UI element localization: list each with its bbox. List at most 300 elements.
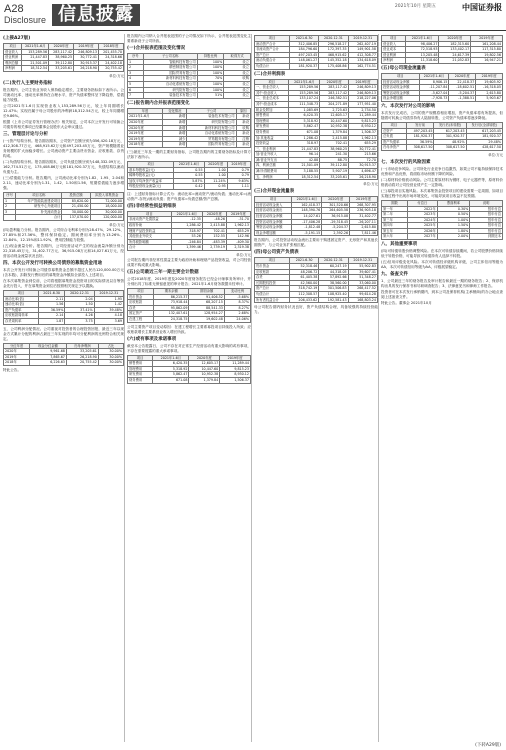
- table-cell: 412,308.77: [348, 52, 377, 58]
- table-header-cell: 子公司: [187, 108, 236, 114]
- table-header-cell: 2021.6.30: [289, 258, 318, 264]
- table-cell: 装备技术有限公司: [143, 93, 197, 99]
- table-cell: 资产总计: [255, 52, 290, 58]
- table-cell: 贸易服务有限公司: [187, 136, 236, 142]
- table-cell: 第六年: [382, 234, 408, 240]
- table-row: [255, 58, 378, 64]
- table-header-cell: 2020.12.31: [65, 290, 94, 296]
- table-row: [255, 297, 378, 303]
- table-cell: 61,405.38: [289, 275, 318, 281]
- table-cell: 合计: [128, 245, 172, 251]
- table-header-cell: 2020年度: [449, 73, 476, 79]
- table-cell: 24,617.39: [439, 52, 471, 58]
- table-cell: 现金净增加额: [382, 96, 420, 102]
- table-cell: 5,903.67: [476, 96, 503, 102]
- table-cell: 20,755.42: [66, 360, 98, 366]
- table-header-cell: 项目: [382, 122, 407, 128]
- table-row: [128, 93, 251, 99]
- table-cell: 收购: [236, 125, 250, 131]
- table-cell: 财务费用: [255, 129, 289, 135]
- table-cell: 301,520.66: [322, 202, 350, 208]
- table-cell: 加:其他收益: [255, 135, 289, 141]
- table-cell: 年产智能装备建设项目: [16, 198, 62, 204]
- table-cell: 11.24%: [204, 178, 227, 184]
- table-cell: 655.29: [226, 228, 250, 234]
- table-cell: 30,915.37: [349, 163, 378, 169]
- table-cell: 301,506.83: [319, 286, 348, 292]
- table-cell: 30,000.00: [90, 209, 123, 215]
- table-cell: 2.68%: [224, 311, 250, 317]
- table-cell: 98,406.27: [405, 41, 439, 47]
- table-row: [382, 96, 503, 102]
- data-table: [3, 290, 124, 325]
- table-cell: 5,862.47: [153, 372, 189, 378]
- table-cell: 研发费用: [255, 124, 289, 130]
- table-header-cell: 项目: [255, 36, 290, 42]
- table-cell: 117,315.80: [471, 47, 503, 53]
- table-cell: 312,406.85: [289, 41, 318, 47]
- table-cell: 617,203.45: [434, 128, 466, 134]
- table-row: [255, 174, 378, 180]
- table-cell: 净利润: [4, 66, 22, 72]
- table-header-cell: 2019年度: [220, 355, 251, 361]
- table-cell: -5.68%: [224, 294, 250, 300]
- table-cell: 181,920.37: [289, 63, 318, 69]
- table-header-cell: 期数: [382, 200, 408, 206]
- table-header-cell: 2020年度: [49, 44, 74, 50]
- continued-note: (下转A29版): [475, 743, 501, 748]
- table-cell: 148,390.76: [292, 208, 322, 214]
- table-cell: 18,312.54: [22, 66, 49, 72]
- table-cell: 36.59%: [406, 139, 434, 145]
- column-4: [381, 34, 503, 742]
- table-cell: 2.11: [38, 296, 64, 302]
- table-cell: 149,901.58: [348, 47, 377, 53]
- data-table: [127, 288, 251, 323]
- table-cell: 162,774.51: [348, 63, 377, 69]
- table-cell: 经营活动现金净额: [255, 214, 292, 220]
- table-cell: 19,605.92: [476, 79, 503, 85]
- table-cell: 按年付息: [470, 212, 503, 218]
- table-cell: -5,627.04: [419, 90, 449, 96]
- table-cell: 39,112.80: [49, 60, 74, 66]
- table-row: [382, 234, 503, 240]
- table-header-cell: 项目: [4, 290, 39, 296]
- table-cell: 70%: [197, 76, 224, 82]
- table-cell: 总资产: [382, 128, 407, 134]
- table-cell: 政府补助: [128, 223, 172, 229]
- table-cell: 181,920.37: [466, 134, 502, 140]
- table-header-cell: 2020年度: [322, 197, 350, 203]
- table-cell: 1: [128, 59, 144, 65]
- table-cell: 133,402.17: [439, 47, 471, 53]
- table-cell: 85,620.00: [62, 198, 90, 204]
- data-table: [127, 108, 251, 148]
- table-cell: 5,862.47: [289, 124, 320, 130]
- table-cell: 第五年: [382, 228, 408, 234]
- table-cell: 新设: [236, 131, 250, 137]
- table-cell: 1.11: [227, 184, 250, 190]
- paragraph: (一)资产结构分析。报告期各期末，公司资产总额分别为356,420.18万元、412,308.77万元、468,915.62万元和497,203.45万元，资产规模随着业务规模的扩大而稳步增长。公司流动资产主要由货币资金、应收账款、存货构成。: [3, 138, 124, 158]
- table-cell: 21,052.83: [439, 58, 471, 64]
- table-cell: 新材料科技有限公司: [143, 76, 197, 82]
- paragraph: 特此公告。董事会 2021年10月: [381, 301, 432, 306]
- table-cell: 31,402.77: [350, 214, 378, 220]
- table-cell: 2019年度: [128, 136, 163, 142]
- table-cell: 100%: [197, 87, 224, 93]
- table-cell: 39,607.41: [348, 269, 377, 275]
- table-header-cell: 取得方式: [224, 54, 251, 60]
- table-row: [382, 58, 503, 64]
- table-cell: 10,447.60: [320, 118, 349, 124]
- table-cell: -12.35: [171, 217, 202, 223]
- table-row: [128, 245, 251, 251]
- table-cell: 设立: [224, 59, 251, 65]
- table-cell: 研发中心升级项目: [16, 204, 62, 210]
- table-cell: 销售费用: [128, 361, 153, 367]
- table-cell: 0.50%: [437, 212, 470, 218]
- table-cell: -7,928.73: [419, 96, 449, 102]
- table-cell: 51%: [197, 93, 224, 99]
- paragraph: (五)信用评级变化风险。本次可转债经评级机构评级，公司主体信用等级为AA，本次可转债信用等级为AA，评级展望稳定。: [381, 260, 503, 270]
- table-cell: 468,915.62: [319, 52, 348, 58]
- table-header-cell: 子公司名称: [143, 54, 197, 60]
- table-cell: 五、净利润: [255, 174, 289, 180]
- data-table: [3, 43, 124, 72]
- table-cell: 148,061.27: [289, 58, 318, 64]
- table-cell: 设立: [224, 81, 251, 87]
- table-cell: 货币资金: [128, 294, 154, 300]
- table-row: [128, 184, 251, 190]
- table-cell: 9.63%: [227, 178, 250, 184]
- table-cell: 流动比率(倍): [4, 296, 39, 302]
- table-cell: 8,906.15: [419, 79, 449, 85]
- table-cell: 38,560.00: [319, 280, 348, 286]
- paragraph: 报告期内，公司主营业务收入保持稳定增长，主要财务指标如下表所示。公司流动比率、速动比率保持在合理水平，资产负债率整体呈下降趋势，偿债能力较强。: [3, 87, 124, 102]
- table-header-cell: 2019年度: [226, 211, 250, 217]
- table-cell: 其中:营业成本: [255, 101, 289, 107]
- table-cell: 30,772.41: [349, 146, 378, 152]
- table-cell: 21,501.09: [289, 163, 320, 169]
- table-header-cell: 项目名称: [16, 192, 62, 198]
- table-cell: 283,117.42: [49, 49, 74, 55]
- table-cell: 6,420.35: [153, 361, 189, 367]
- table-cell: -483.39: [202, 239, 226, 245]
- table-cell: 184,796.60: [289, 47, 318, 53]
- paragraph: (三)募投项目实施风险。本次募集资金投资项目的建设需要一定周期，如项目实施过程中出现市场环境变化，可能导致项目收益不及预期。: [381, 188, 503, 198]
- table-cell: 24,318.75: [154, 317, 189, 323]
- section-heading: (二)合并利润表: [254, 71, 286, 77]
- paragraph: (四)盈利能力分析。报告期内，公司综合毛利率分别为28.47%、29.12%、27.85%和27.36%，整体保持稳定。期间费用率分别为13.26%、12.84%、12.15%和11.92%，费用控制能力较强。: [3, 227, 124, 242]
- table-cell: 497,203.45: [406, 128, 434, 134]
- table-cell: 21,501.09: [22, 60, 49, 66]
- table-row: [255, 41, 378, 47]
- table-cell: 归母净资产: [382, 145, 407, 151]
- table-cell: 145,352.18: [319, 58, 348, 64]
- table-cell: 702.41: [320, 141, 349, 147]
- table-cell: 134,618.09: [348, 58, 377, 64]
- table-cell: 1,379.84: [189, 377, 220, 383]
- table-cell: 26,218.90: [74, 66, 99, 72]
- table-cell: 其中:营业收入: [255, 90, 289, 96]
- table-cell: 30,000.00: [62, 209, 90, 215]
- table-cell: 318,742.19: [289, 286, 318, 292]
- table-row: [255, 101, 378, 107]
- table-cell: 39,112.80: [320, 163, 349, 169]
- data-table: [3, 192, 124, 221]
- table-cell: 应收账款周转率: [4, 313, 39, 319]
- table-cell: 3,188.55: [289, 169, 320, 175]
- table-cell: 新增: [163, 125, 187, 131]
- table-cell: 2,415.88: [320, 135, 349, 141]
- table-header-row: [382, 73, 503, 79]
- table-cell: 2.00%: [437, 234, 470, 240]
- table-cell: 10,952.38: [189, 372, 220, 378]
- table-header-cell: 2019年度: [476, 73, 503, 79]
- paragraph: 特此公告。: [3, 367, 21, 372]
- table-cell: 1.00: [204, 173, 227, 179]
- table-cell: 12,605.17: [320, 113, 349, 119]
- table-cell: 108,925.40: [319, 291, 348, 297]
- table-cell: 24,402.18: [99, 60, 124, 66]
- table-cell: 投资收益: [255, 141, 289, 147]
- table-cell: 研究院有限公司: [187, 119, 236, 125]
- table-cell: 36.59%: [38, 307, 64, 313]
- table-cell: 16,947.21: [471, 58, 503, 64]
- table-cell: 1.50: [65, 302, 94, 308]
- table-cell: 现金净增加额: [255, 230, 292, 236]
- table-cell: 国际贸易有限公司: [143, 70, 197, 76]
- table-cell: 8.37%: [224, 300, 250, 306]
- table-cell: 在建工程: [128, 317, 154, 323]
- table-cell: 注销: [236, 136, 250, 142]
- table-cell: 53.26: [171, 234, 202, 240]
- section-heading: (三)合并现金流量表: [254, 189, 295, 195]
- table-cell: 215.66: [349, 152, 378, 158]
- section-heading: (上接A27版): [3, 36, 31, 41]
- table-cell: 21,450.00: [62, 204, 90, 210]
- table-cell: 新增: [163, 119, 187, 125]
- table-header-cell: 2021年1-6月: [405, 36, 439, 42]
- table-cell: 91,406.52: [189, 294, 224, 300]
- table-cell: 装备技术有限公司: [187, 114, 236, 120]
- table-cell: 1,962.13: [349, 135, 378, 141]
- section-heading: 三、管理层讨论与分析: [3, 131, 48, 137]
- table-cell: 经营活动现金流出: [255, 208, 292, 214]
- table-cell: 10,447.60: [189, 366, 220, 372]
- table-row: [4, 66, 124, 72]
- table-cell: -31.70: [226, 217, 250, 223]
- table-cell: 2,615.80: [476, 90, 503, 96]
- table-cell: 204,271.89: [320, 101, 349, 107]
- table-row: [255, 47, 378, 53]
- table-cell: 6,420.35: [289, 113, 320, 119]
- table-cell: 财务费用: [128, 377, 153, 383]
- table-cell: 3: [4, 209, 16, 215]
- table-cell: 57,892.66: [319, 275, 348, 281]
- table-cell: 128,954.27: [189, 311, 224, 317]
- table-cell: 0.30%: [437, 206, 470, 212]
- table-cell: 新设: [236, 114, 250, 120]
- table-cell: 合计: [16, 215, 62, 221]
- table-cell: 111,348.73: [289, 101, 320, 107]
- table-cell: 100%: [197, 70, 224, 76]
- table-row: [255, 230, 378, 236]
- table-cell: 96.14: [289, 152, 320, 158]
- table-cell: 39.48%: [94, 307, 123, 313]
- data-table: [254, 35, 378, 70]
- table-cell: 按年付息: [470, 228, 503, 234]
- table-cell: 26,218.90: [66, 354, 98, 360]
- table-cell: 0.42: [174, 184, 204, 190]
- section-heading: (二)报告期内合并报表范围变化: [127, 100, 190, 106]
- table-cell: 1,286.42: [289, 135, 320, 141]
- data-table: [3, 343, 124, 366]
- table-cell: 236,905.18: [350, 208, 378, 214]
- table-header-cell: 项目: [382, 36, 406, 42]
- table-cell: 1,286.42: [171, 223, 202, 229]
- table-cell: 资产负债率: [382, 139, 407, 145]
- table-cell: 201,455.70: [99, 49, 124, 55]
- table-cell: 新增: [163, 142, 187, 148]
- data-table: [381, 200, 503, 240]
- table-cell: 0.79: [227, 167, 250, 173]
- table-cell: 19,802.56: [471, 52, 503, 58]
- table-cell: 营业利润: [4, 55, 22, 61]
- table-header-cell: 2021.6.30: [289, 36, 318, 42]
- table-cell: 308,617.50: [434, 145, 466, 151]
- table-cell: 投资活动现金净额: [382, 85, 420, 91]
- table-cell: 162,418.37: [292, 202, 322, 208]
- section-heading: 八、其他重要事项: [381, 242, 417, 248]
- table-cell: 246,382.51: [320, 96, 349, 102]
- table-header-cell: 发行后(未转股): [434, 122, 466, 128]
- unit-note: 单位:万元: [488, 152, 503, 157]
- table-cell: 88,541.33: [189, 305, 224, 311]
- table-cell: 296,518.27: [319, 41, 348, 47]
- table-cell: 2026年: [408, 228, 438, 234]
- table-cell: 投资活动现金净额: [255, 219, 292, 225]
- table-cell: 1.95: [94, 296, 123, 302]
- table-cell: 设立: [224, 93, 251, 99]
- table-cell: 所得税影响额: [128, 239, 172, 245]
- table-cell: 新增: [163, 131, 187, 137]
- table-cell: -5,191.15: [292, 230, 322, 236]
- table-cell: 负债合计: [255, 291, 290, 297]
- table-cell: 2,725.63: [320, 107, 349, 113]
- table-cell: 按年付息: [470, 217, 503, 223]
- table-cell: 88.75: [320, 157, 349, 163]
- table-cell: 9,815.23: [220, 366, 251, 372]
- table-cell: 42.88: [289, 157, 320, 163]
- table-header-cell: 投资总额: [62, 192, 90, 198]
- table-cell: 142.96: [226, 234, 250, 240]
- table-header-cell: 项目: [4, 44, 22, 50]
- table-cell: 资产负债率: [4, 307, 39, 313]
- data-table: [127, 355, 251, 384]
- data-table: [381, 73, 503, 102]
- table-cell: 自动化系统有限公司: [187, 131, 236, 137]
- table-cell: 筹资活动现金净额: [382, 90, 420, 96]
- paragraph: 投资者可在本次发行承销期内，到本公司及保荐机构(主承销商)的办公地点查阅上述备查文件。: [381, 290, 503, 300]
- table-header-cell: 发行后(全部转股): [466, 122, 502, 128]
- paragraph: 五、公司利润分配情况。公司重视对投资者的合理投资回报，最近三年以现金方式累计分配的利润占最近三年实现的年均可分配利润的比例符合相关规定。: [3, 326, 124, 341]
- table-cell: 11,318.60: [405, 58, 439, 64]
- table-row: [255, 146, 378, 152]
- column-3: [254, 34, 379, 742]
- table-header-cell: 票面利率: [437, 200, 470, 206]
- table-cell: 24.06%: [224, 317, 250, 323]
- table-header-cell: 项目: [255, 79, 289, 85]
- table-cell: 补充流动资金: [16, 209, 62, 215]
- paragraph: (五)现金流量分析。报告期内，公司经营活动产生的现金流量净额分别为22,318.45万元、31,402.77万元、36,915.08万元和14,027.61万元，经营活动现金流量状况良好。: [3, 243, 124, 258]
- data-table: [127, 211, 251, 251]
- table-cell: 0.95: [204, 184, 227, 190]
- table-cell: 6: [128, 87, 144, 93]
- paragraph: 根据《上市公司证券发行管理办法》相关规定，公司本次公开发行可转换公司债券的相关事项已经董事会及股东大会审议通过。: [3, 119, 124, 129]
- table-cell: 5,907.19: [320, 169, 349, 175]
- table-cell: 应收账款: [128, 300, 154, 306]
- table-row: [255, 208, 378, 214]
- table-cell: 一、营业总收入: [255, 85, 289, 91]
- table-cell: 2,739.19: [202, 245, 226, 251]
- table-cell: 新设: [236, 142, 250, 148]
- table-cell: 24,318.66: [99, 55, 124, 61]
- table-header-cell: 现金分红金额: [30, 343, 67, 349]
- table-cell: 1,085.69: [289, 107, 320, 113]
- table-cell: 2020年度: [128, 125, 163, 131]
- table-header-cell: 2020.12.31: [319, 258, 348, 264]
- table-row: [382, 79, 503, 85]
- table-row: [4, 360, 124, 366]
- table-cell: 133,107.24: [289, 96, 320, 102]
- table-cell: 四、利润总额: [255, 163, 289, 169]
- unit-note: 单位:万元: [236, 253, 251, 258]
- table-cell: 2018年度: [128, 142, 163, 148]
- table-cell: 72.70: [349, 157, 378, 163]
- table-cell: 非流动资产处置损益: [128, 217, 172, 223]
- table-cell: 18,312.54: [289, 174, 320, 180]
- table-cell: 182,315.60: [439, 41, 471, 47]
- table-cell: 4.26: [65, 313, 94, 319]
- table-header-cell: 期初余额: [189, 289, 224, 295]
- page-number: A28: [4, 3, 24, 15]
- table-cell: 100%: [197, 81, 224, 87]
- table-cell: 收购: [224, 76, 251, 82]
- table-header-cell: 2018年度: [99, 44, 124, 50]
- section-heading: (四)非经常性损益明细表: [127, 203, 177, 209]
- table-cell: 第四年: [382, 223, 408, 229]
- table-header-cell: 2019.12.31: [348, 258, 377, 264]
- table-cell: 11,289.44: [349, 113, 378, 119]
- table-cell: 利润总额: [4, 60, 22, 66]
- table-cell: 到期还本: [470, 234, 503, 240]
- paragraph: 注：上述财务指标计算公式为：流动比率=流动资产/流动负债；速动比率=(流动资产-存货)/流动负债；资产负债率=负债总额/资产总额。: [127, 191, 251, 201]
- table-header-cell: 年度: [128, 108, 163, 114]
- table-row: [255, 90, 378, 96]
- table-cell: 30,915.37: [74, 60, 99, 66]
- table-cell: 第一年: [382, 206, 408, 212]
- paragraph: 本次公开发行可转换公司债券募集资金总额不超过人民币120,000.00万元(含本数)，扣除发行费用后的募集资金净额拟全部投入上述项目。: [3, 267, 124, 277]
- table-cell: 206,433.62: [289, 297, 318, 303]
- table-cell: 12,605.17: [189, 361, 220, 367]
- paragraph: (二)负债结构分析。报告期各期末，公司负债总额分别为148,332.09万元、162,774.51万元、175,408.86万元和181,920.37万元，负债结构以流动负债为主。: [3, 159, 124, 174]
- table-header-cell: 2021年1-6月: [174, 161, 204, 167]
- table-cell: 资产总计: [255, 286, 290, 292]
- table-row: [255, 280, 378, 286]
- table-cell: 192,581.43: [319, 297, 348, 303]
- brand-logo: 中国证券报: [462, 2, 502, 12]
